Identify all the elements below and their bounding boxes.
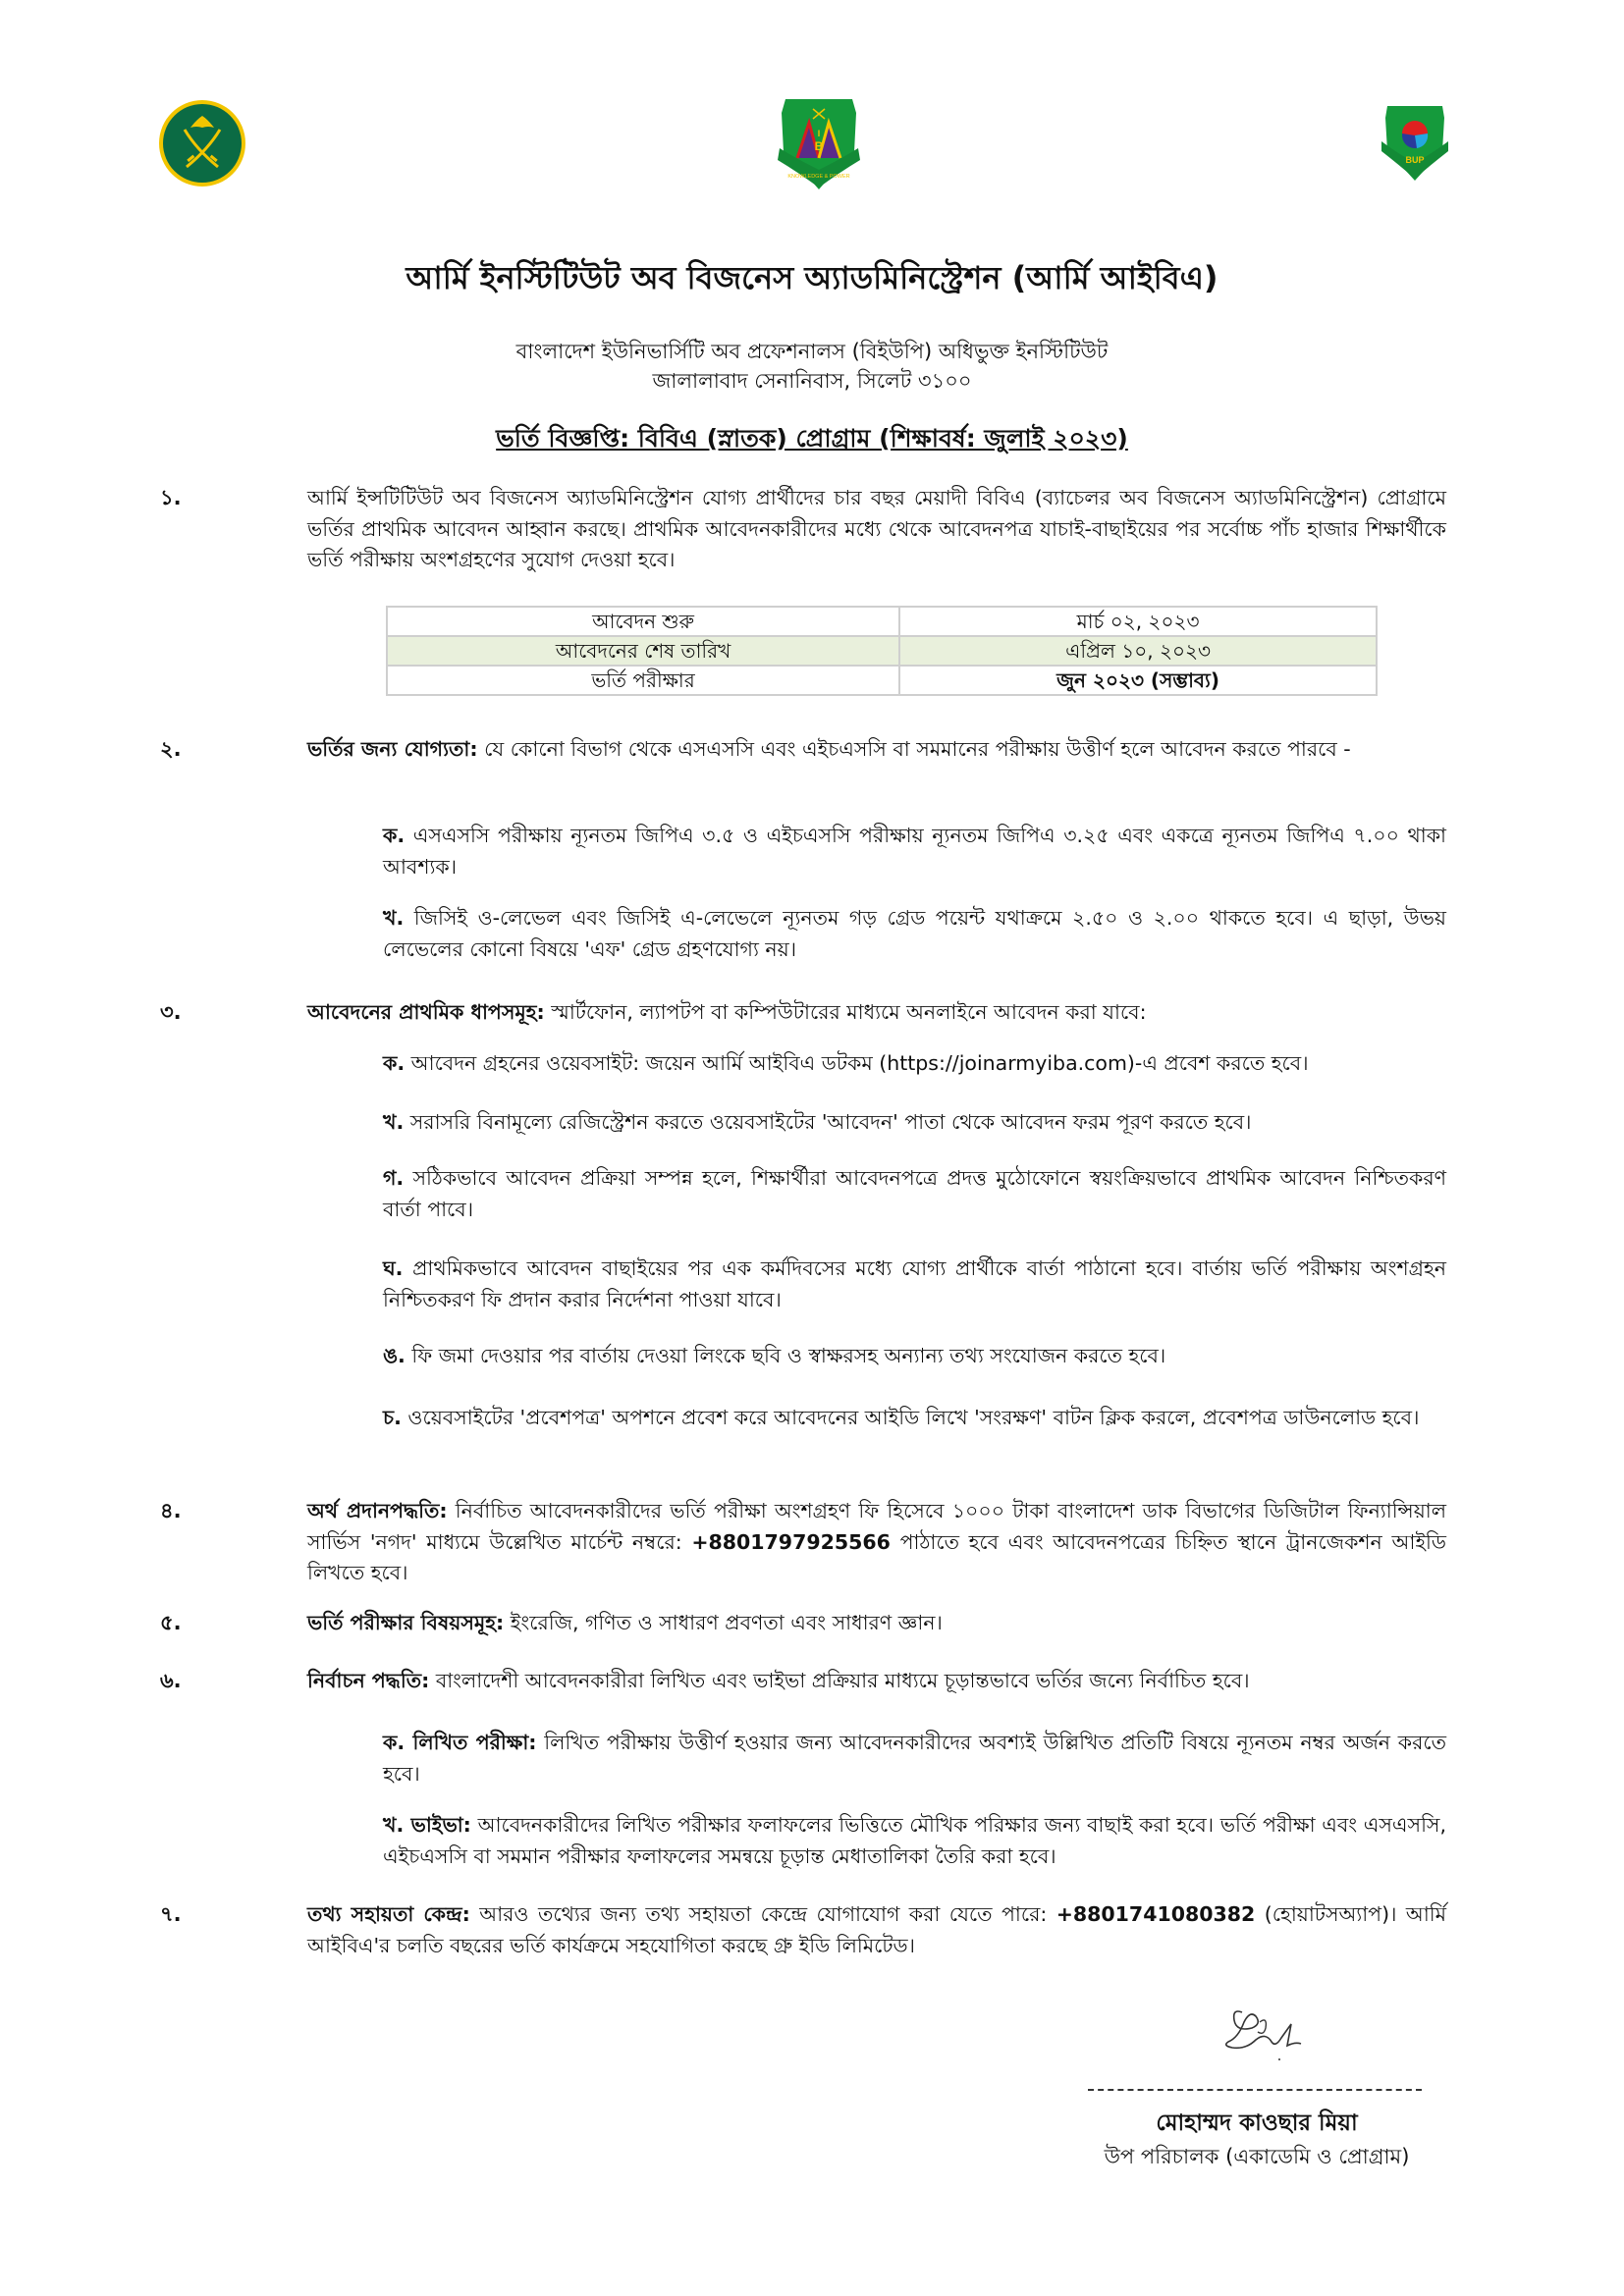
army-iba-logo	[776, 93, 862, 191]
bangladesh-army-logo	[157, 98, 247, 188]
page-title: আর্মি ইনস্টিটিউট অব বিজনেস অ্যাডমিনিস্ট্রেশন (আর্মি আইবিএ)	[406, 259, 1218, 296]
section-7-text	[307, 1899, 1446, 1961]
item-text: এসএসসি পরীক্ষায় ন্যূনতম জিপিএ ৩.৫ ও এইচএসসি পরীক্ষায় ন্যূনতম জিপিএ ৩.২৫ এবং একত্রে ন্যূনতম জিপিএ ৭.০০ থাকা আবশ্যক।	[383, 824, 1446, 879]
section-title: ভর্তি পরীক্ষার বিষয়সমূহ:	[307, 1611, 505, 1634]
section-number: ৭.	[160, 1902, 182, 1926]
section-body: ইংরেজি, গণিত ও সাধারণ প্রবণতা এবং সাধারণ জ্ঞান।	[504, 1611, 943, 1634]
svg-text:B: B	[814, 139, 824, 153]
section-1-text: আর্মি ইন্সটিটিউট অব বিজনেস অ্যাডমিনিস্ট্রেশন যোগ্য প্রার্থীদের চার বছর মেয়াদী বিবিএ (ব্যাচেলর অব বিজনেস অ্যাডমিনিস্ট্রেশন) প্রোগ্রামে ভর্তির প্রাথমিক আবেদন আহ্বান করছে। প্রাথমিক আবেদনকারীদের মধ্যে থেকে আবেদনপত্র যাচাই-বাছাইয়ের পর সর্বোচ্চ পাঁচ হাজার শিক্ষার্থীকে ভর্তি পরীক্ষায় অংশগ্রহণের সুযোগ দেওয়া হবে।	[307, 486, 1446, 571]
section-title: আবেদনের প্রাথমিক ধাপসমূহ:	[307, 1000, 545, 1024]
signature-line	[1088, 2089, 1422, 2091]
item-mark: ক. লিখিত পরীক্ষা:	[383, 1731, 537, 1754]
section-3-item-c	[383, 1162, 1446, 1225]
merchant-phone-number: +8801797925566	[691, 1529, 891, 1554]
item-mark: খ.	[383, 1110, 405, 1134]
section-body: স্মার্টফোন, ল্যাপটপ বা কম্পিউটারের মাধ্যমে অনলাইনে আবেদন করা যাবে:	[544, 1000, 1147, 1024]
svg-text:BUP: BUP	[1405, 155, 1425, 165]
section-number: ৪.	[160, 1499, 182, 1522]
item-text: আবেদনকারীদের লিখিত পরীক্ষার ফলাফলের ভিত্তিতে মৌখিক পরিক্ষার জন্য বাছাই করা হবে। ভর্তি পরীক্ষা এবং এসএসসি, এইচএসসি বা সমমান পরীক্ষার ফলাফলের সমন্বয়ে চূড়ান্ত মেধাতালিকা তৈরি করা হবে।	[383, 1813, 1446, 1868]
section-3-item-b	[383, 1106, 1446, 1138]
section-5-text	[307, 1608, 1446, 1639]
item-mark: খ. ভাইভা:	[383, 1813, 471, 1837]
table-cell-value: মার্চ ০২, ২০২৩	[899, 607, 1377, 636]
bup-logo	[1380, 102, 1450, 183]
item-text: আবেদন গ্রহনের ওয়েবসাইট: জয়েন আর্মি আইবিএ ডটকম (https://joinarmyiba.com)-এ প্রবেশ করতে হবে।	[405, 1051, 1309, 1075]
section-6-item-a	[383, 1727, 1446, 1789]
section-body: (হোয়াটসঅ্যাপ)। আর্মি আইবিএ'র চলতি বছরের ভর্তি কার্যক্রমে সহযোগিতা করছে গ্রু ইডি লিমিটেড।	[307, 1902, 1446, 1957]
table-row	[387, 666, 1377, 695]
item-mark: খ.	[383, 906, 405, 930]
signatory-name: মোহাম্মদ কাওছার মিয়া	[1156, 2110, 1358, 2136]
item-mark: ক.	[383, 824, 406, 847]
item-text: ওয়েবসাইটের 'প্রবেশপত্র' অপশনে প্রবেশ করে আবেদনের আইডি লিখে 'সংরক্ষণ' বাটন ক্লিক করলে, প্রবেশপত্র ডাউনলোড হবে।	[401, 1406, 1420, 1429]
affiliation-line: বাংলাদেশ ইউনিভার্সিটি অব প্রফেশনালস (বিইউপি) অধিভুক্ত ইনস্টিটিউট	[515, 340, 1109, 363]
section-number: ৩.	[160, 1000, 182, 1024]
section-2-text	[307, 734, 1446, 766]
item-mark: চ.	[383, 1406, 402, 1429]
section-3-text	[307, 997, 1446, 1029]
item-mark: গ.	[383, 1166, 405, 1190]
item-text: ফি জমা দেওয়ার পর বার্তায় দেওয়া লিংকে ছবি ও স্বাক্ষরসহ অন্যান্য তথ্য সংযোজন করতে হবে।	[405, 1344, 1166, 1367]
section-2-item-a	[383, 820, 1446, 882]
section-3-item-f	[383, 1402, 1446, 1433]
section-body: যে কোনো বিভাগ থেকে এসএসসি এবং এইচএসসি বা সমমানের পরীক্ষায় উত্তীর্ণ হলে আবেদন করতে পারবে -	[477, 737, 1351, 761]
item-mark: ঘ.	[383, 1256, 404, 1280]
section-number: ৫.	[160, 1611, 182, 1634]
section-6-item-b	[383, 1809, 1446, 1872]
section-body: নির্বাচিত আবেদনকারীদের ভর্তি পরীক্ষা অংশগ্রহণ ফি হিসেবে ১০০০ টাকা বাংলাদেশ ডাক বিভাগের ডিজিটাল ফিন্যান্সিয়াল সার্ভিস 'নগদ' মাধ্যমে উল্লেখিত মার্চেন্ট নম্বরে:	[307, 1499, 1446, 1554]
item-mark: ক.	[383, 1051, 406, 1075]
item-text: সঠিকভাবে আবেদন প্রক্রিয়া সম্পন্ন হলে, শিক্ষার্থীরা আবেদনপত্রে প্রদত্ত মুঠোফোনে স্বয়ংক্রিয়ভাবে প্রাথমিক আবেদন নিশ্চিতকরণ বার্তা পাবে।	[383, 1166, 1446, 1221]
item-text: জিসিই ও-লেভেল এবং জিসিই এ-লেভেলে ন্যূনতম গড় গ্রেড পয়েন্ট যথাক্রমে ২.৫০ ও ২.০০ থাকতে হবে। এ ছাড়া, উভয় লেভেলের কোনো বিষয়ে 'এফ' গ্রেড গ্রহণযোগ্য নয়।	[383, 906, 1446, 961]
section-title: অর্থ প্রদানপদ্ধতি:	[307, 1499, 448, 1522]
section-3-item-e	[383, 1340, 1446, 1371]
dates-table	[386, 606, 1378, 696]
svg-text:KNOWLEDGE & POWER: KNOWLEDGE & POWER	[787, 174, 850, 180]
section-4-text	[307, 1496, 1446, 1589]
table-cell-value: জুন ২০২৩ (সম্ভাব্য)	[899, 666, 1377, 695]
section-title: তথ্য সহায়তা কেন্দ্র:	[307, 1902, 470, 1926]
item-text: লিখিত পরীক্ষায় উত্তীর্ণ হওয়ার জন্য আবেদনকারীদের অবশ্যই উল্লিখিত প্রতিটি বিষয়ে ন্যূনতম নম্বর অর্জন করতে হবে।	[383, 1731, 1446, 1786]
helpline-phone-number: +8801741080382	[1056, 1902, 1256, 1926]
section-number: ৬.	[160, 1669, 182, 1692]
section-body: আরও তথ্যের জন্য তথ্য সহায়তা কেন্দ্রে যোগাযোগ করা যেতে পারে:	[469, 1902, 1056, 1926]
signatory-designation: উপ পরিচালক (একাডেমি ও প্রোগ্রাম)	[1104, 2145, 1410, 2168]
section-6-text	[307, 1666, 1446, 1697]
section-title: ভর্তির জন্য যোগ্যতা:	[307, 737, 478, 761]
notice-heading: ভর্তি বিজ্ঞপ্তি: বিবিএ (স্নাতক) প্রোগ্রাম (শিক্ষাবর্ষ: জুলাই ২০২৩)	[496, 424, 1128, 453]
item-mark: ঙ.	[383, 1344, 406, 1367]
section-3-item-d	[383, 1253, 1446, 1315]
table-cell-label: আবেদনের শেষ তারিখ	[387, 636, 899, 666]
section-number: ১.	[160, 486, 182, 509]
section-body: পাঠাতে হবে এবং আবেদনপত্রের চিহ্নিত স্থানে ট্রানজেকশন আইডি লিখতে হবে।	[307, 1529, 1446, 1584]
table-cell-label: আবেদন শুরু	[387, 607, 899, 636]
section-2-item-b	[383, 902, 1446, 965]
table-cell-label: ভর্তি পরীক্ষার	[387, 666, 899, 695]
item-text: প্রাথমিকভাবে আবেদন বাছাইয়ের পর এক কর্মদিবসের মধ্যে যোগ্য প্রার্থীকে বার্তা পাঠানো হবে। বার্তায় ভর্তি পরীক্ষায় অংশগ্রহন নিশ্চিতকরণ ফি প্রদান করার নির্দেশনা পাওয়া যাবে।	[383, 1256, 1446, 1311]
table-row	[387, 636, 1377, 666]
item-text: সরাসরি বিনামূল্যে রেজিস্ট্রেশন করতে ওয়েবসাইটের 'আবেদন' পাতা থেকে আবেদন ফরম পূরণ করতে হবে।	[404, 1110, 1252, 1134]
section-3-item-a	[383, 1047, 1446, 1079]
section-body: বাংলাদেশী আবেদনকারীরা লিখিত এবং ভাইভা প্রক্রিয়ার মাধ্যমে চূড়ান্তভাবে ভর্তির জন্যে নির্বাচিত হবে।	[429, 1669, 1250, 1692]
table-cell-value: এপ্রিল ১০, ২০২৩	[899, 636, 1377, 666]
section-title: নির্বাচন পদ্ধতি:	[307, 1669, 430, 1692]
signature-image	[1222, 2002, 1311, 2061]
section-number: ২.	[160, 737, 182, 761]
table-row	[387, 607, 1377, 636]
address-line: জালালাবাদ সেনানিবাস, সিলেট ৩১০০	[652, 369, 972, 393]
svg-text:I: I	[817, 129, 821, 138]
